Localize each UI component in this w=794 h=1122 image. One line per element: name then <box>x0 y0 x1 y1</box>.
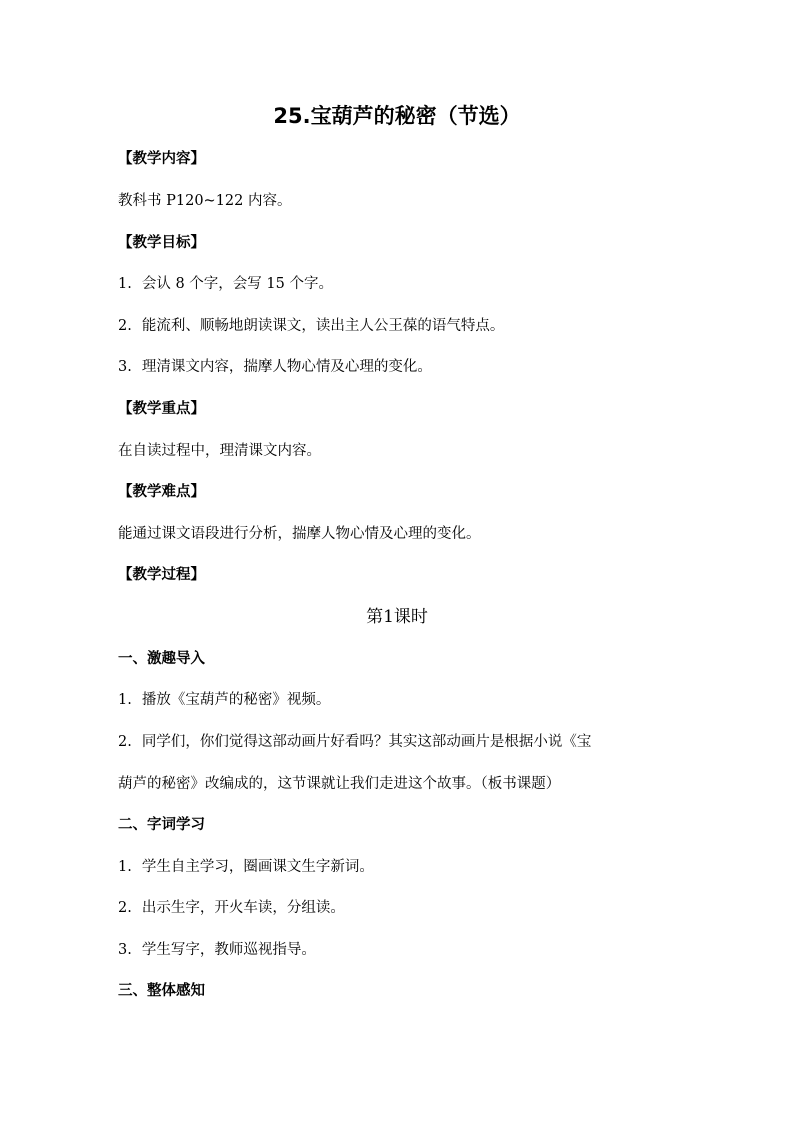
item-text: 学生自主学习，圈画课文生字新词。 <box>141 859 374 875</box>
lesson-title: 第1课时 <box>366 607 428 627</box>
goal-text: 会认 8 个字，会写 15 个字。 <box>141 276 333 292</box>
item-number: 1. <box>118 859 132 875</box>
item-number: 2. <box>118 900 132 916</box>
goals-heading: 【教学目标】 <box>118 235 205 251</box>
goal-item <box>118 273 333 295</box>
goal-text: 能流利、顺畅地朗读课文，读出主人公王葆的语气特点。 <box>141 318 505 334</box>
item-text: 播放《宝葫芦的秘密》视频。 <box>141 692 331 708</box>
item-text: 学生写字，教师巡视指导。 <box>141 942 316 958</box>
item-text: 同学们，你们觉得这部动画片好看吗？其实这部动画片是根据小说《宝 <box>141 734 592 750</box>
goal-item <box>118 356 432 378</box>
goal-number: 3. <box>118 359 132 375</box>
section-title: 二、字词学习 <box>118 817 205 833</box>
item-number: 3. <box>118 942 132 958</box>
content-text: 教科书 P120~122 内容。 <box>118 193 292 209</box>
document-title: 25.宝葫芦的秘密（节选） <box>273 104 521 128</box>
process-heading: 【教学过程】 <box>118 567 205 583</box>
item-number: 2. <box>118 734 132 750</box>
section-item <box>118 856 374 878</box>
section-item <box>118 939 316 961</box>
goal-number: 1. <box>118 276 132 292</box>
difficulty-heading: 【教学难点】 <box>118 484 205 500</box>
goal-number: 2. <box>118 318 132 334</box>
section-title: 一、激趣导入 <box>118 651 205 667</box>
key-point-heading: 【教学重点】 <box>118 401 205 417</box>
section-item <box>118 689 330 711</box>
item-text-continued: 葫芦的秘密》改编成的，这节课就让我们走进这个故事。（板书课题） <box>118 776 561 792</box>
difficulty-text: 能通过课文语段进行分析，揣摩人物心情及心理的变化。 <box>118 526 481 542</box>
section-item <box>118 897 345 919</box>
goal-item <box>118 315 504 337</box>
goal-text: 理清课文内容，揣摩人物心情及心理的变化。 <box>141 359 432 375</box>
item-number: 1. <box>118 692 132 708</box>
section-item <box>118 731 591 753</box>
section-title: 三、整体感知 <box>118 983 205 999</box>
item-text: 出示生字，开火车读，分组读。 <box>141 900 345 916</box>
content-heading: 【教学内容】 <box>118 151 205 167</box>
key-point-text: 在自读过程中，理清课文内容。 <box>118 443 321 459</box>
